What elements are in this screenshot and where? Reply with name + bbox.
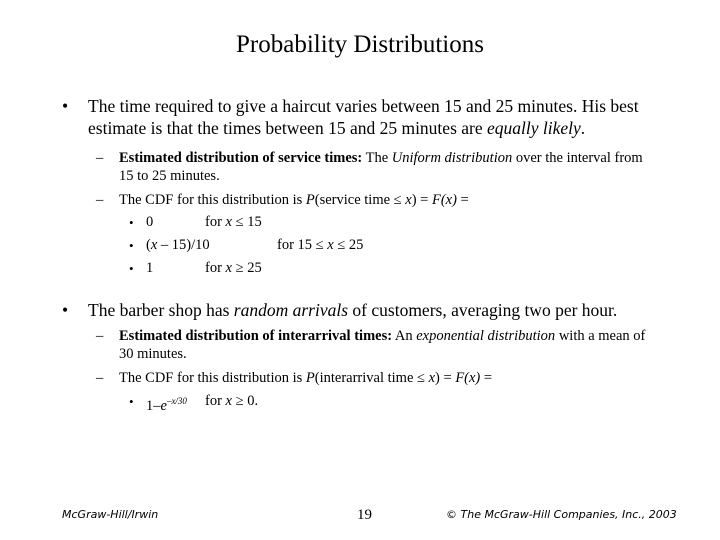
footer-publisher: McGraw-Hill/Irwin xyxy=(62,508,159,521)
case-3-expression: 1 xyxy=(146,260,154,276)
sub-bullet-2-1-marker: – xyxy=(96,328,104,344)
case-3-marker: • xyxy=(129,261,134,276)
sub-bullet-2-2-marker: – xyxy=(96,370,104,386)
page-number: 19 xyxy=(357,507,372,523)
sub-bullet-2-1-text: Estimated distribution of interarrival times: An exponential distribution with a mean of 30 minutes. xyxy=(119,328,646,362)
bullet-1-marker: • xyxy=(62,96,69,116)
bullet-1-text: The time required to give a haircut varies between 15 and 25 minutes. His best estimate is that the times between 15 and 25 minutes are equally likely. xyxy=(88,96,639,138)
case-1-expression: 0 xyxy=(146,214,154,230)
bullet-2-marker: • xyxy=(62,300,69,320)
bullet-2-text: The barber shop has random arrivals of customers, averaging two per hour. xyxy=(88,300,618,320)
sub-bullet-1-1-marker: – xyxy=(96,150,104,166)
case-3-condition: for x ≥ 25 xyxy=(205,260,262,276)
slide-title: Probability Distributions xyxy=(236,31,484,58)
sub-bullet-1-2-marker: – xyxy=(96,192,104,208)
sub-bullet-2-2-text: The CDF for this distribution is P(interarrival time ≤ x) = F(x) = xyxy=(119,370,493,386)
exponential-cdf-condition: for x ≥ 0. xyxy=(205,393,259,409)
case-2-marker: • xyxy=(129,238,134,253)
case-2-expression: (x – 15)/10 xyxy=(146,237,210,253)
exponential-cdf-expression: $1-e^{-x/30}$ xyxy=(146,396,187,414)
case-1-marker: • xyxy=(129,215,134,230)
sub-bullet-1-1-text: Estimated distribution of service times: The Uniform distribution over the interval from 15 to 25 minutes. xyxy=(119,150,643,184)
footer-copyright: © The McGraw-Hill Companies, Inc., 2003 xyxy=(446,508,677,521)
sub-bullet-1-2-text: The CDF for this distribution is P(service time ≤ x) = F(x) = xyxy=(119,192,469,208)
exponential-case-marker: • xyxy=(129,394,134,409)
case-1-condition: for x ≤ 15 xyxy=(205,214,262,230)
case-2-condition: for 15 ≤ x ≤ 25 xyxy=(277,237,364,253)
